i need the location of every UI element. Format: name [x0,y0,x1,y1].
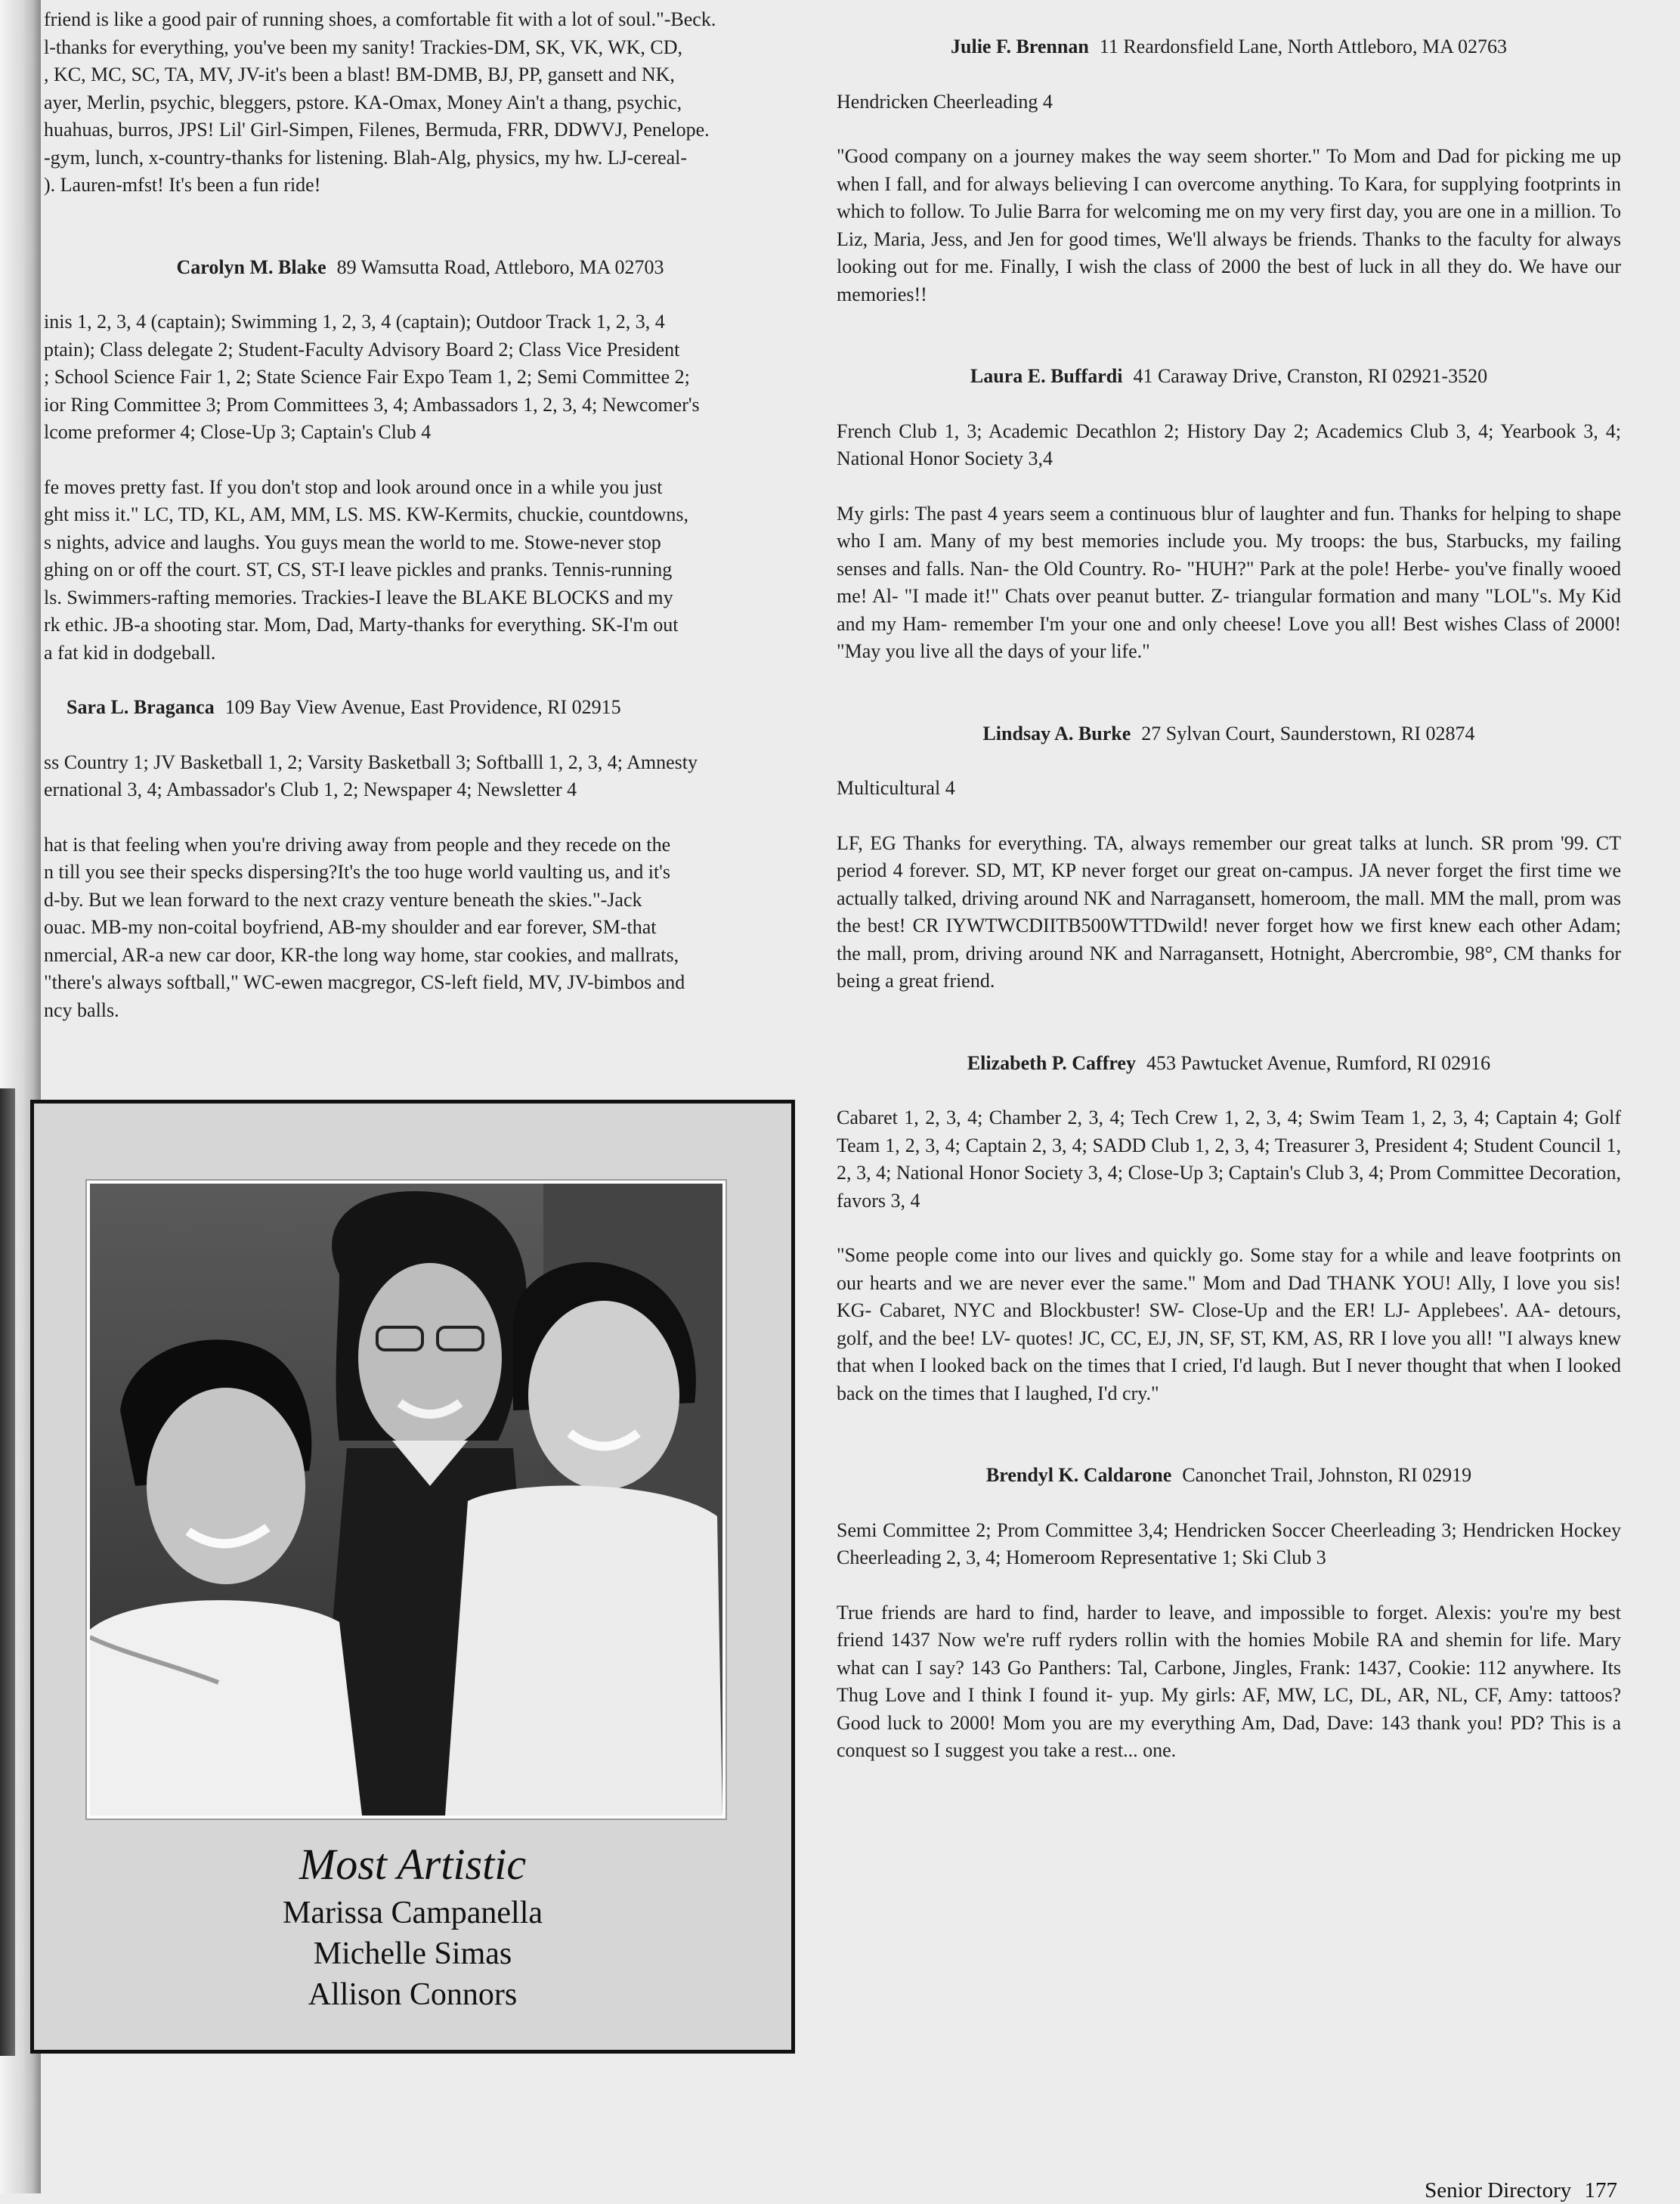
message-line: a fat kid in dodgeball. [44,641,216,664]
award-winner-name: Allison Connors [308,1977,518,2012]
message-line: ghing on or off the court. ST, CS, ST-I leave pickles and pranks. Tennis-running [44,559,673,580]
message-line: fe moves pretty fast. If you don't stop and look around once in a while you just [44,475,663,498]
award-title: Most Artistic [299,1840,527,1889]
message-text: LF, EG Thanks for everything. TA, always remember our great talks at lunch. SR prom '99. CT period 4 forever. SD, MT, KP never forget our great on-campus. JA never forget the first time we actually talked, driving around NK and Narragansett, homeroom, the mall. MM the mall, prom was the best! CR IYWTWCDIITB500WTTDwild! never forget how we first knew each other Adam; the mall, prom, driving around NK and Narragansett, Hotnight, Abercrombie, 98°, CM thanks for being a great friend. [837,831,1621,992]
message-line: nmercial, AR-a new car door, KR-the long way home, star cookies, and mallrats, [44,943,679,966]
right-column [837,33,1621,1765]
message-line: "there's always softball," WC-ewen macgregor, CS-left field, MV, JV-bimbos and [44,971,685,993]
senior-address: 11 Reardonsfield Lane, North Attleboro, MA 02763 [1099,36,1507,57]
senior-entry-heading [837,33,1621,61]
senior-entry-heading [837,720,1621,748]
award-photo-panel [30,1100,795,2054]
continued-message-line: -gym, lunch, x-country-thanks for listening. Blah-Alg, physics, my hw. LJ-cereal- [44,146,688,169]
section-title: Senior Directory [1425,2178,1572,2202]
message-text: "Good company on a journey makes the way seem shorter." To Mom and Dad for picking me up when I fall, and for always believing I can overcome anything. To Kara, for supplying footprints in which to follow. To Julie Barra for welcoming me on my very first day, you are one in a million. To Liz, Maria, Jess, and Jen for good times, We'll always be friends. Thanks to the faculty for always looking out for me. Finally, I wish the class of 2000 the best of luck in all they do. We have our memories!! [837,145,1621,305]
continued-message-line: ayer, Merlin, psychic, bleggers, pstore. KA-Omax, Money Ain't a thang, psychic, [44,91,682,113]
message-text: My girls: The past 4 years seem a continuous blur of laughter and fun. Thanks for helping to shape who I am. Many of my best memories include you. My troops: the bus, Starbucks, my failing senses and falls. Nan- the Old Country. Ro- "HUH?" Park at the pole! Herbe- you've finally wooed me! Al- "I made it!" Chats over peanut butter. Z- triangular formation and many "LOL"s. My Kid and my Ham- remember I'm your one and only cheese! Love you all! Best wishes Class of 2000! "May you live all the days of your life." [837,502,1621,662]
senior-address: 27 Sylvan Court, Saunderstown, RI 02874 [1141,722,1475,744]
senior-name: Brendyl K. Caldarone [985,1464,1172,1486]
message-line: rk ethic. JB-a shooting star. Mom, Dad, Marty-thanks for everything. SK-I'm out [44,614,679,636]
senior-entry-heading [44,694,797,722]
activities-line: ; School Science Fair 1, 2; State Science Fair Expo Team 1, 2; Semi Committee 2; [44,366,690,388]
message-line: ght miss it." LC, TD, KL, AM, MM, LS. MS. KW-Kermits, chuckie, countdowns, [44,503,688,525]
senior-name: Carolyn M. Blake [176,255,326,278]
senior-entry-heading [44,254,797,282]
continued-message-line: friend is like a good pair of running shoes, a comfortable fit with a lot of soul."-Beck. [44,8,716,30]
activities-text: Cabaret 1, 2, 3, 4; Chamber 2, 3, 4; Tech Crew 1, 2, 3, 4; Swim Team 1, 2, 3, 4; Captain 4; Golf Team 1, 2, 3, 4; Captain 2, 3, 4; SADD Club 1, 2, 3, 4; Treasurer 3, President 4; Student Council 1, 2, 3, 4; National Honor Society 3, 4; Close-Up 3; Captain's Club 3, 4; Prom Committee Decoration, favors 3, 4 [837,1107,1621,1212]
message-line: ouac. MB-my non-coital boyfriend, AB-my shoulder and ear forever, SM-that [44,916,657,938]
page-footer [1425,2177,1617,2204]
senior-address: 109 Bay View Avenue, East Providence, RI 02915 [224,696,621,718]
message-text: "Some people come into our lives and quickly go. Some stay for a while and leave footprints on our hearts and we are never ever the same." Mom and Dad THANK YOU! Ally, I love you sis! KG- Cabaret, NYC and Blockbuster! SW- Close-Up and the ER! LJ- Applebees'. AA- detours, golf, and the bee! LV- quotes! JC, CC, EJ, JN, SF, ST, KM, AS, RR I love you all! "I always knew that when I looked back on the times that I cried, I'd laugh. But I never thought that when I looked back on the times that I laughed, I'd cry." [837,1244,1621,1404]
senior-address: 453 Pawtucket Avenue, Rumford, RI 02916 [1146,1051,1491,1074]
message-line: n till you see their specks dispersing?It's the too huge world vaulting us, and it's [44,861,670,883]
activities-line: ptain); Class delegate 2; Student-Faculty Advisory Board 2; Class Vice President [44,338,680,361]
award-winner-name: Michelle Simas [313,1936,512,1971]
activities-line: lcome preformer 4; Close-Up 3; Captain's Club 4 [44,421,432,443]
left-column [44,6,797,1024]
senior-address: Canonchet Trail, Johnston, RI 02919 [1182,1464,1472,1486]
continued-message-line: , KC, MC, SC, TA, MV, JV-it's been a blast! BM-DMB, BJ, PP, gansett and NK, [44,63,675,85]
senior-address: 41 Caraway Drive, Cranston, RI 02921-3520 [1133,365,1488,387]
message-line: ncy balls. [44,998,119,1021]
senior-entry-heading [837,1462,1621,1490]
senior-name: Laura E. Buffardi [970,365,1123,387]
activities-text: Multicultural 4 [837,777,955,799]
activities-line: ernational 3, 4; Ambassador's Club 1, 2; Newspaper 4; Newsletter 4 [44,779,577,800]
page-number: 177 [1584,2178,1617,2202]
continued-message-line: huahuas, burros, JPS! Lil' Girl-Simpen, Filenes, Bermuda, FRR, DDWVJ, Penelope. [44,119,710,141]
senior-name: Sara L. Braganca [67,696,215,718]
award-caption [34,1837,791,2015]
award-winner-name: Marissa Campanella [282,1896,543,1930]
senior-name: Julie F. Brennan [951,36,1089,57]
activities-text: Semi Committee 2; Prom Committee 3,4; Hendricken Soccer Cheerleading 3; Hendricken Hockey Cheerleading 2, 3, 4; Homeroom Representative 1; Ski Club 3 [837,1518,1621,1568]
senior-entry-heading [837,363,1621,391]
activities-line: inis 1, 2, 3, 4 (captain); Swimming 1, 2, 3, 4 (captain); Outdoor Track 1, 2, 3, 4 [44,311,665,333]
activities-text: Hendricken Cheerleading 4 [837,90,1053,113]
activities-line: ior Ring Committee 3; Prom Committees 3, 4; Ambassadors 1, 2, 3, 4; Newcomer's [44,393,700,416]
message-text: True friends are hard to find, harder to leave, and impossible to forget. Alexis: you're my best friend 1437 Now we're ruff ryders rollin with the homies Mobile RA and shemin for life. Mary what can I say? 143 Go Panthers: Tal, Carbone, Jingles, Frank: 1437, Cookie: 112 anywhere. Its Thug Love and I think I found it- yup. My girls: AF, MW, LC, DL, AR, NL, CF, Amy: tattoos? Good luck to 2000! Mom you are my everything Am, Dad, Dave: 143 thank you! PD? This is a conquest so I suggest you take a rest... one. [837,1601,1621,1761]
continued-message-line: ). Lauren-mfst! It's been a fun ride! [44,174,321,196]
message-line: hat is that feeling when you're driving away from people and they recede on the [44,833,671,856]
senior-name: Elizabeth P. Caffrey [967,1051,1136,1074]
message-line: s nights, advice and laughs. You guys mean the world to me. Stowe-never stop [44,531,661,553]
binding-shadow [0,1088,15,2056]
three-students-photo [90,1184,722,1816]
senior-address: 89 Wamsutta Road, Attleboro, MA 02703 [336,255,664,278]
senior-name: Lindsay A. Burke [982,722,1131,744]
senior-entry-heading [837,1050,1621,1078]
group-photo [85,1179,727,1820]
message-line: ls. Swimmers-rafting memories. Trackies-I leave the BLAKE BLOCKS and my [44,586,673,608]
activities-text: French Club 1, 3; Academic Decathlon 2; History Day 2; Academics Club 3, 4; Yearbook 3, 4; National Honor Society 3,4 [837,419,1621,469]
activities-line: ss Country 1; JV Basketball 1, 2; Varsity Basketball 3; Softballl 1, 2, 3, 4; Amnesty [44,751,698,773]
continued-message-line: l-thanks for everything, you've been my sanity! Trackies-DM, SK, VK, WK, CD, [44,36,683,58]
message-line: d-by. But we lean forward to the next crazy venture beneath the skies."-Jack [44,888,642,911]
